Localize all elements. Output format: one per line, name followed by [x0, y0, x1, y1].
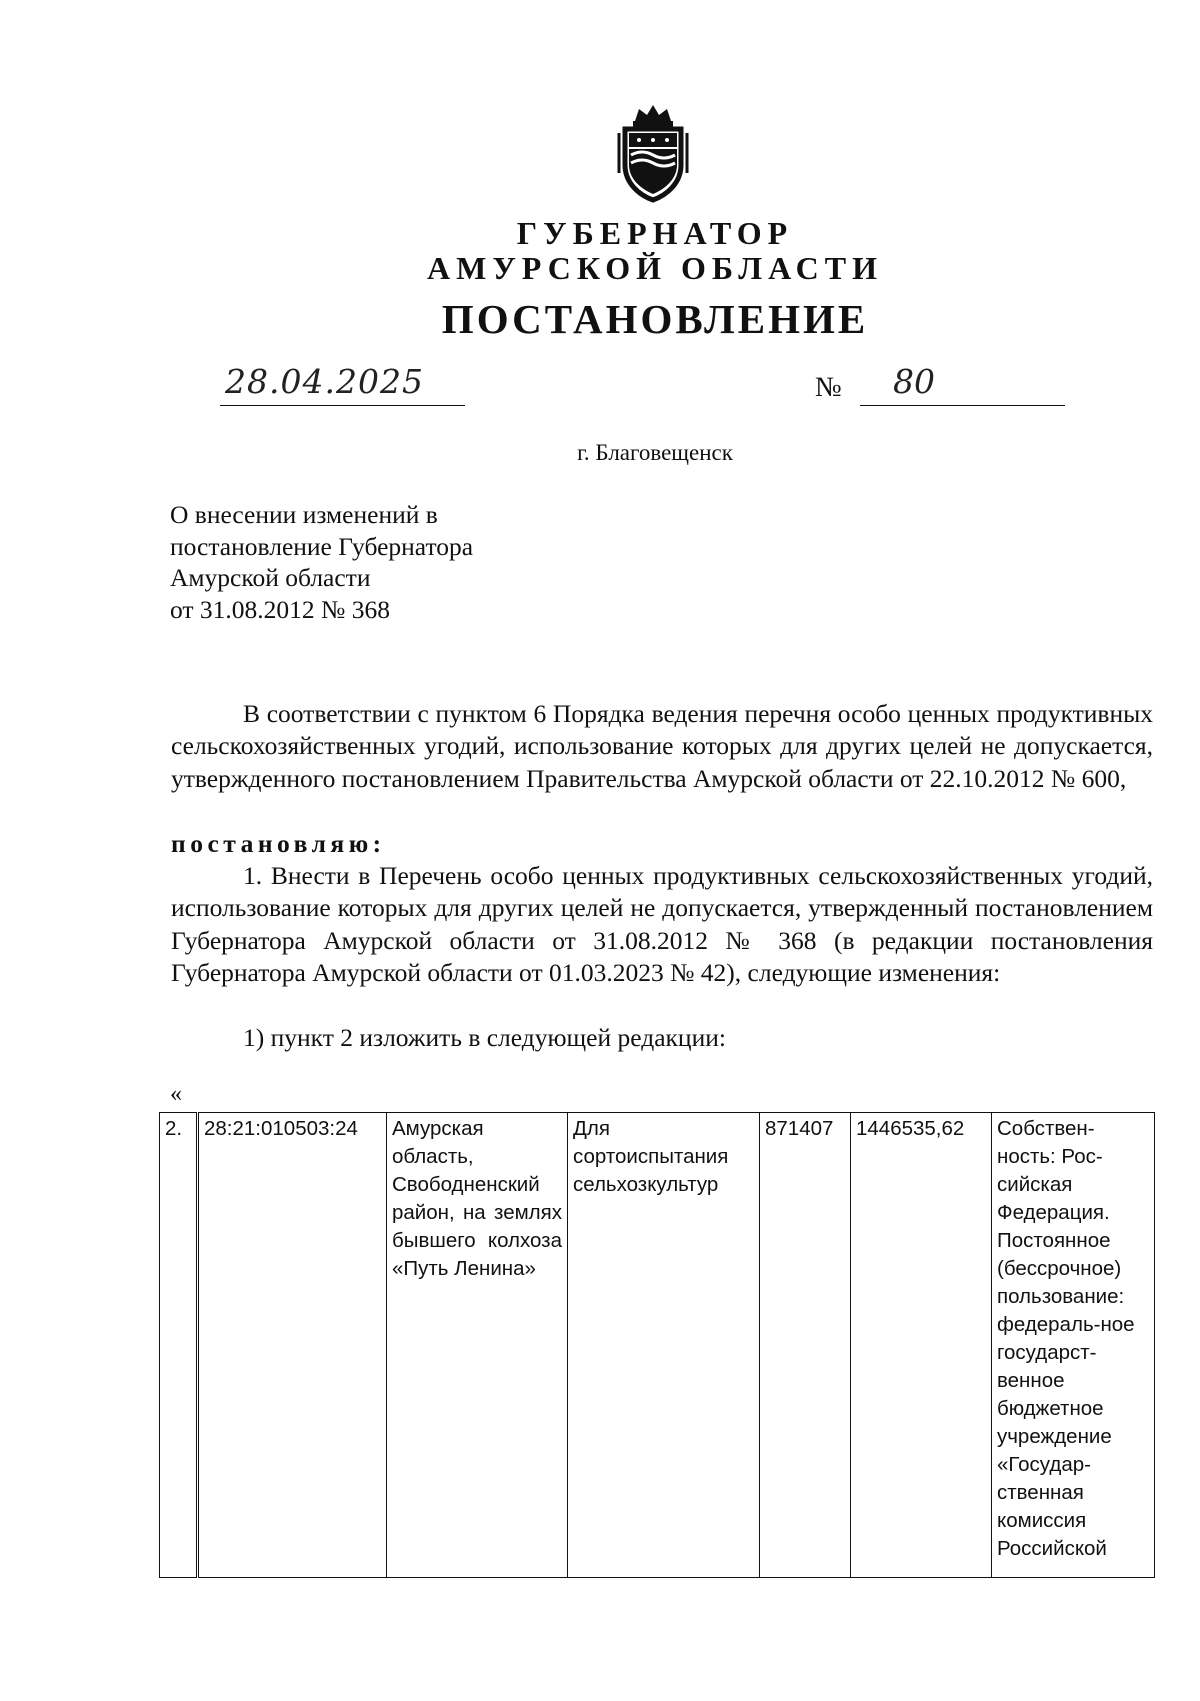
header-region: АМУРСКОЙ ОБЛАСТИ: [427, 250, 883, 286]
handwritten-date: 28.04.2025: [225, 362, 424, 401]
title-line: Амурской области: [170, 563, 371, 593]
clause-1-paragraph: 1. Внести в Перечень особо ценных продуктивных сельскохозяйственных угодий, использование которых для других целей не допускается, утвержденный постановлением Губернатора Амурской области от 31.08.2012 № 368 (в редакции постановления Губернатора Амурской области от 01.03.2023 № 42), следующие изменения:: [171, 861, 1153, 987]
cell-row-number: 2.: [160, 1113, 198, 1578]
title-line: постановление Губернатора: [170, 531, 474, 561]
cell-area: 871407: [760, 1113, 851, 1578]
resolve-word: постановляю:: [171, 829, 386, 858]
cell-purpose: Для сортоиспытания сельхозкультур: [568, 1113, 760, 1578]
document-type-title: ПОСТАНОВЛЕНИЕ: [441, 296, 869, 342]
title-line: О внесении изменений в: [170, 500, 438, 529]
table-row: [160, 1113, 1155, 1578]
title-line: от 31.08.2012 № 368: [170, 595, 391, 625]
handwritten-number: 80: [893, 362, 935, 401]
coat-of-arms-emblem: [615, 103, 691, 203]
header-governor: ГУБЕРНАТОР: [516, 215, 794, 251]
cell-cadastral-number: 28:21:010503:24: [198, 1113, 387, 1578]
cell-ownership: Собствен-ность: Рос-сийская Федерация. Постоянное (бессрочное) пользование: федераль-ное государст-венное бюджетное учреждение «Государ-ственная комиссия Российской: [992, 1113, 1155, 1578]
city-line: г. Благовещенск: [577, 440, 733, 465]
date-underline: [220, 405, 465, 406]
preamble-paragraph: В соответствии с пунктом 6 Порядка ведения перечня особо ценных продуктивных сельскохозяйственных угодий, использование которых для других целей не допускается, утвержденного постановлением Правительства Амурской области от 22.10.2012 № 600,: [171, 699, 1153, 793]
number-label: №: [815, 372, 842, 403]
opening-quote-mark: «: [170, 1081, 182, 1107]
amendment-table: [159, 1112, 1155, 1578]
resolution-title: [170, 499, 473, 626]
number-underline: [860, 405, 1065, 406]
subclause-1-paragraph: 1) пункт 2 изложить в следующей редакции:: [243, 1023, 726, 1052]
cell-cadastral-value: 1446535,62: [851, 1113, 992, 1578]
cell-location: Амурская область, Свободненский район, на землях бывшего колхоза «Путь Ленина»: [387, 1113, 568, 1578]
